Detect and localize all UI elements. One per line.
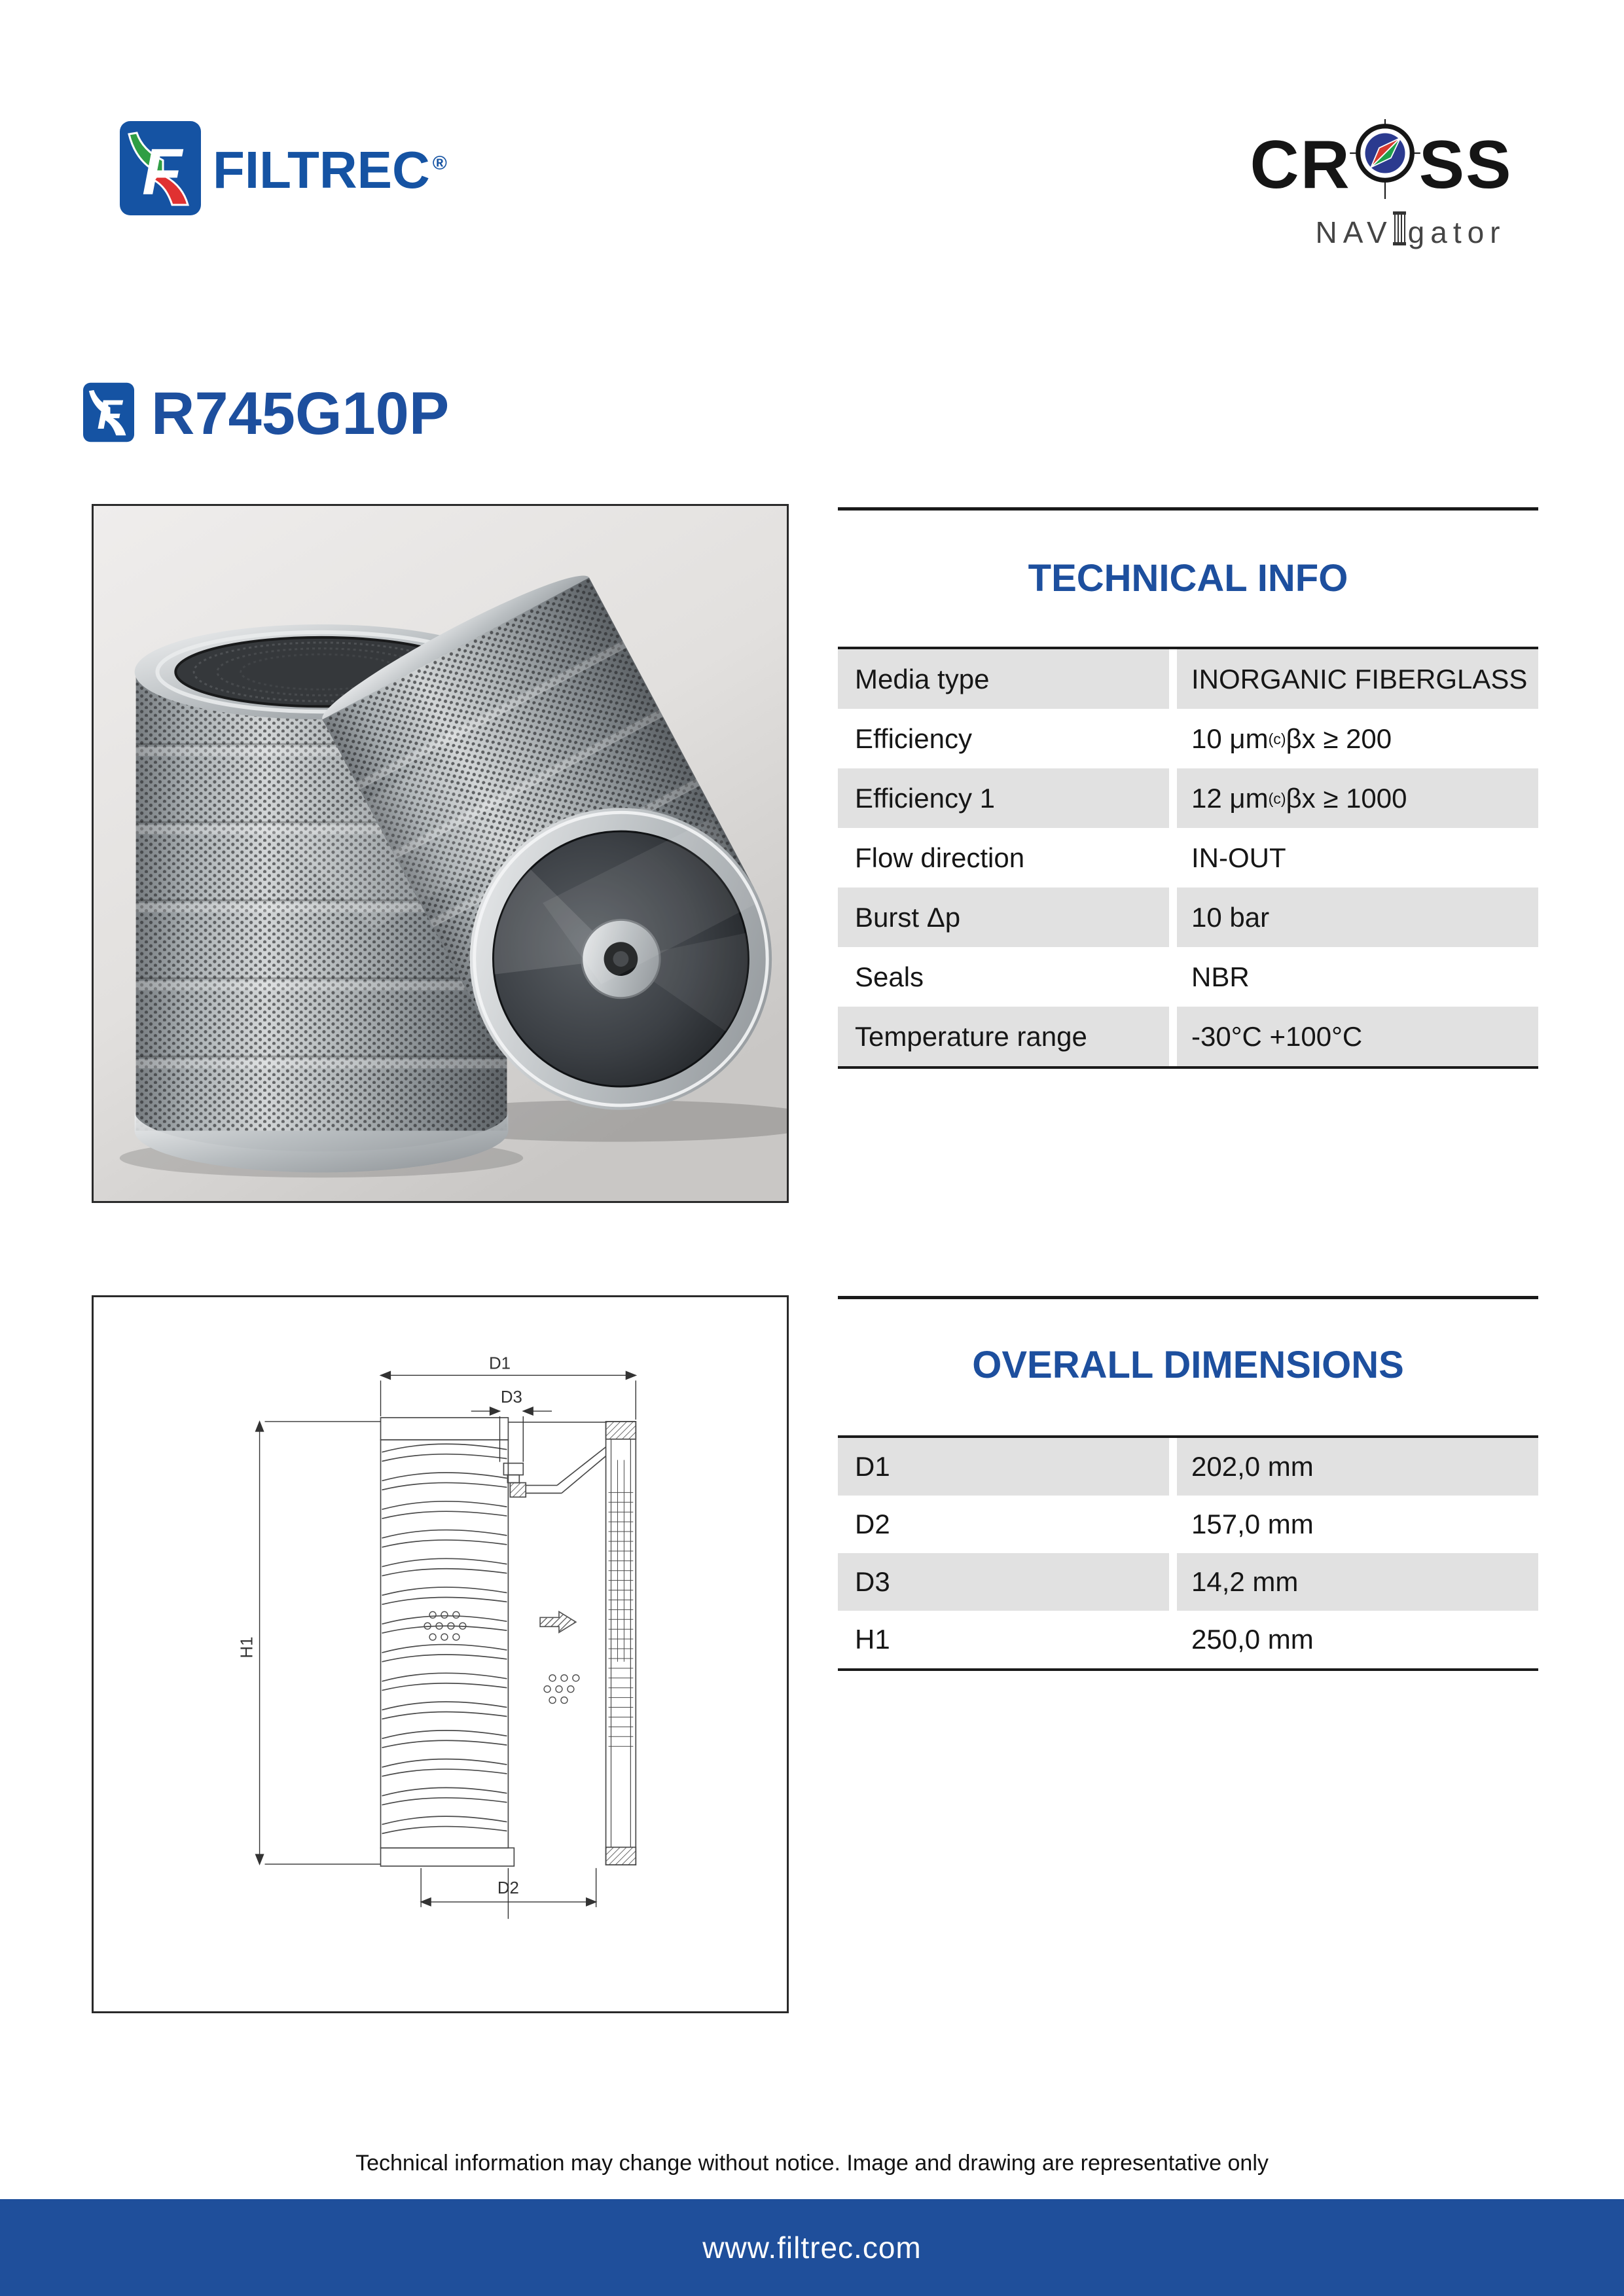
overall-dimensions-table	[838, 1435, 1538, 1671]
table-row: H1 250,0 mm	[838, 1611, 1538, 1668]
title-icon-letter: F	[97, 392, 122, 439]
cross-left-text: CR	[1250, 126, 1351, 203]
page-title: R745G10P	[151, 380, 450, 447]
nav-left-text: NAV	[1315, 215, 1393, 249]
registered-mark: ®	[432, 152, 447, 174]
table-row: D1 202,0 mm	[838, 1438, 1538, 1496]
table-row: Media type INORGANIC FIBERGLASS	[838, 649, 1538, 709]
technical-info-divider	[838, 507, 1538, 511]
disclaimer-text: Technical information may change without notice. Image and drawing are representative only	[355, 2151, 1269, 2176]
table-row: Burst Δp 10 bar	[838, 888, 1538, 947]
overall-dimensions-divider	[838, 1296, 1538, 1299]
technical-info-title: TECHNICAL INFO	[1028, 557, 1348, 600]
dim-label-d1: D1	[488, 1354, 511, 1373]
technical-info-table	[838, 647, 1538, 1069]
table-row: Temperature range -30°C +100°C	[838, 1007, 1538, 1066]
logo-letter: F	[142, 135, 183, 209]
footer-bar	[0, 2199, 1624, 2296]
table-row: Seals NBR	[838, 947, 1538, 1007]
product-photo	[92, 504, 789, 1203]
filtrec-logo	[120, 121, 447, 219]
table-row: Flow direction IN-OUT	[838, 828, 1538, 888]
cross-navigator-logo	[1237, 119, 1525, 253]
table-row: Efficiency 10 μm (c) βx ≥ 200	[838, 709, 1538, 768]
filtrec-wordmark: FILTREC ®	[213, 140, 447, 199]
product-title-icon	[83, 380, 134, 448]
navigator-wordmark	[1315, 211, 1506, 253]
dim-label-d2: D2	[497, 1878, 519, 1897]
nav-right-text: gator	[1407, 215, 1506, 249]
table-row: D2 157,0 mm	[838, 1496, 1538, 1553]
overall-dimensions-title: OVERALL DIMENSIONS	[972, 1344, 1404, 1386]
pillar-icon	[1393, 211, 1408, 253]
cross-right-text: SS	[1418, 126, 1513, 203]
table-row: D3 14,2 mm	[838, 1553, 1538, 1611]
dim-label-h1: H1	[238, 1636, 257, 1659]
cross-wordmark	[1250, 119, 1513, 210]
product-title-row	[83, 380, 449, 448]
filtrec-logo-icon	[120, 121, 201, 219]
website-link[interactable]: www.filtrec.com	[702, 2231, 922, 2265]
technical-drawing	[92, 1295, 789, 2013]
compass-icon	[1351, 119, 1419, 210]
dim-label-d3: D3	[500, 1388, 522, 1407]
table-row: Efficiency 1 12 μm (c) βx ≥ 1000	[838, 768, 1538, 828]
